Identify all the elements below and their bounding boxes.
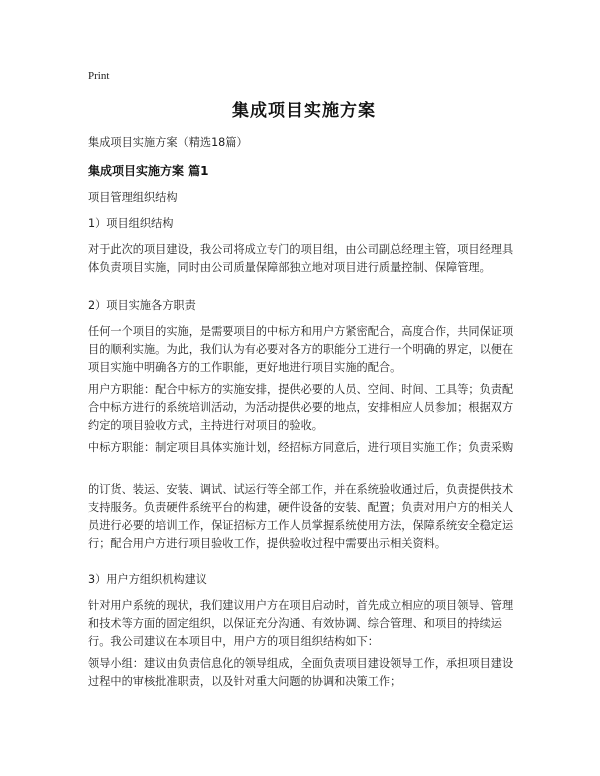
paragraph-bidder-continued: 的订货、装运、安装、调试、试运行等全部工作，并在系统验收通过后，负责提供技术支持服务。负责硬件系统平台的构建，硬件设备的安装、配置；负责对用户方的相关人员进行必要的培训工作，保证招标方工作人员掌握系统使用方法，保障系统安全稳定运行；配合用户方进行项目验收工作，提供验收过程中需要出示相关资料。 bbox=[88, 483, 514, 550]
heading-responsibilities: 2）项目实施各方职责 bbox=[88, 299, 196, 312]
heading-user-org-suggestion: 3）用户方组织机构建议 bbox=[88, 573, 207, 586]
document-title: 集成项目实施方案 bbox=[232, 101, 376, 121]
paragraph-bidder-role: 中标方职能：制定项目具体实施计划，经招标方同意后，进行项目实施工作；负责采购 bbox=[88, 441, 514, 454]
subtitle: 集成项目实施方案（精选18篇） bbox=[88, 136, 248, 149]
paragraph-user-org-suggestion: 针对用户系统的现状，我们建议用户方在项目启动时，首先成立相应的项目领导、管理和技术等方面的固定组织，以保证充分沟通、有效协调、综合管理、和项目的持续运行。我公司建议在本项目中，用户方的项目组织结构如下： bbox=[88, 599, 514, 648]
section-heading: 集成项目实施方案 篇1 bbox=[88, 164, 209, 178]
paragraph-responsibilities: 任何一个项目的实施，是需要项目的中标方和用户方紧密配合，高度合作，共同保证项目的顺利实施。为此，我们认为有必要对各方的职能分工进行一个明确的界定，以便在项目实施中明确各方的工作职能，更好地进行项目实施的配合。 bbox=[88, 325, 514, 374]
paragraph-org-structure: 项目管理组织结构 bbox=[88, 191, 178, 204]
print-label[interactable]: Print bbox=[88, 70, 110, 82]
paragraph-user-role: 用户方职能：配合中标方的实施安排，提供必要的人员、空间、时间、工具等；负责配合中标方进行的系统培训活动，为活动提供必要的地点，安排相应人员参加；根据双方约定的项目验收方式，主持进行对项目的验收。 bbox=[88, 383, 514, 432]
paragraph-project-org: 对于此次的项目建设，我公司将成立专门的项目组，由公司副总经理主管，项目经理具体负责项目实施，同时由公司质量保障部独立地对项目进行质量控制、保障管理。 bbox=[88, 243, 514, 274]
paragraph-leader-group: 领导小组：建议由负责信息化的领导组成，全面负责项目建设领导工作，承担项目建设过程中的审核批准职责，以及针对重大问题的协调和决策工作； bbox=[88, 657, 514, 688]
heading-project-org: 1）项目组织结构 bbox=[88, 217, 174, 230]
